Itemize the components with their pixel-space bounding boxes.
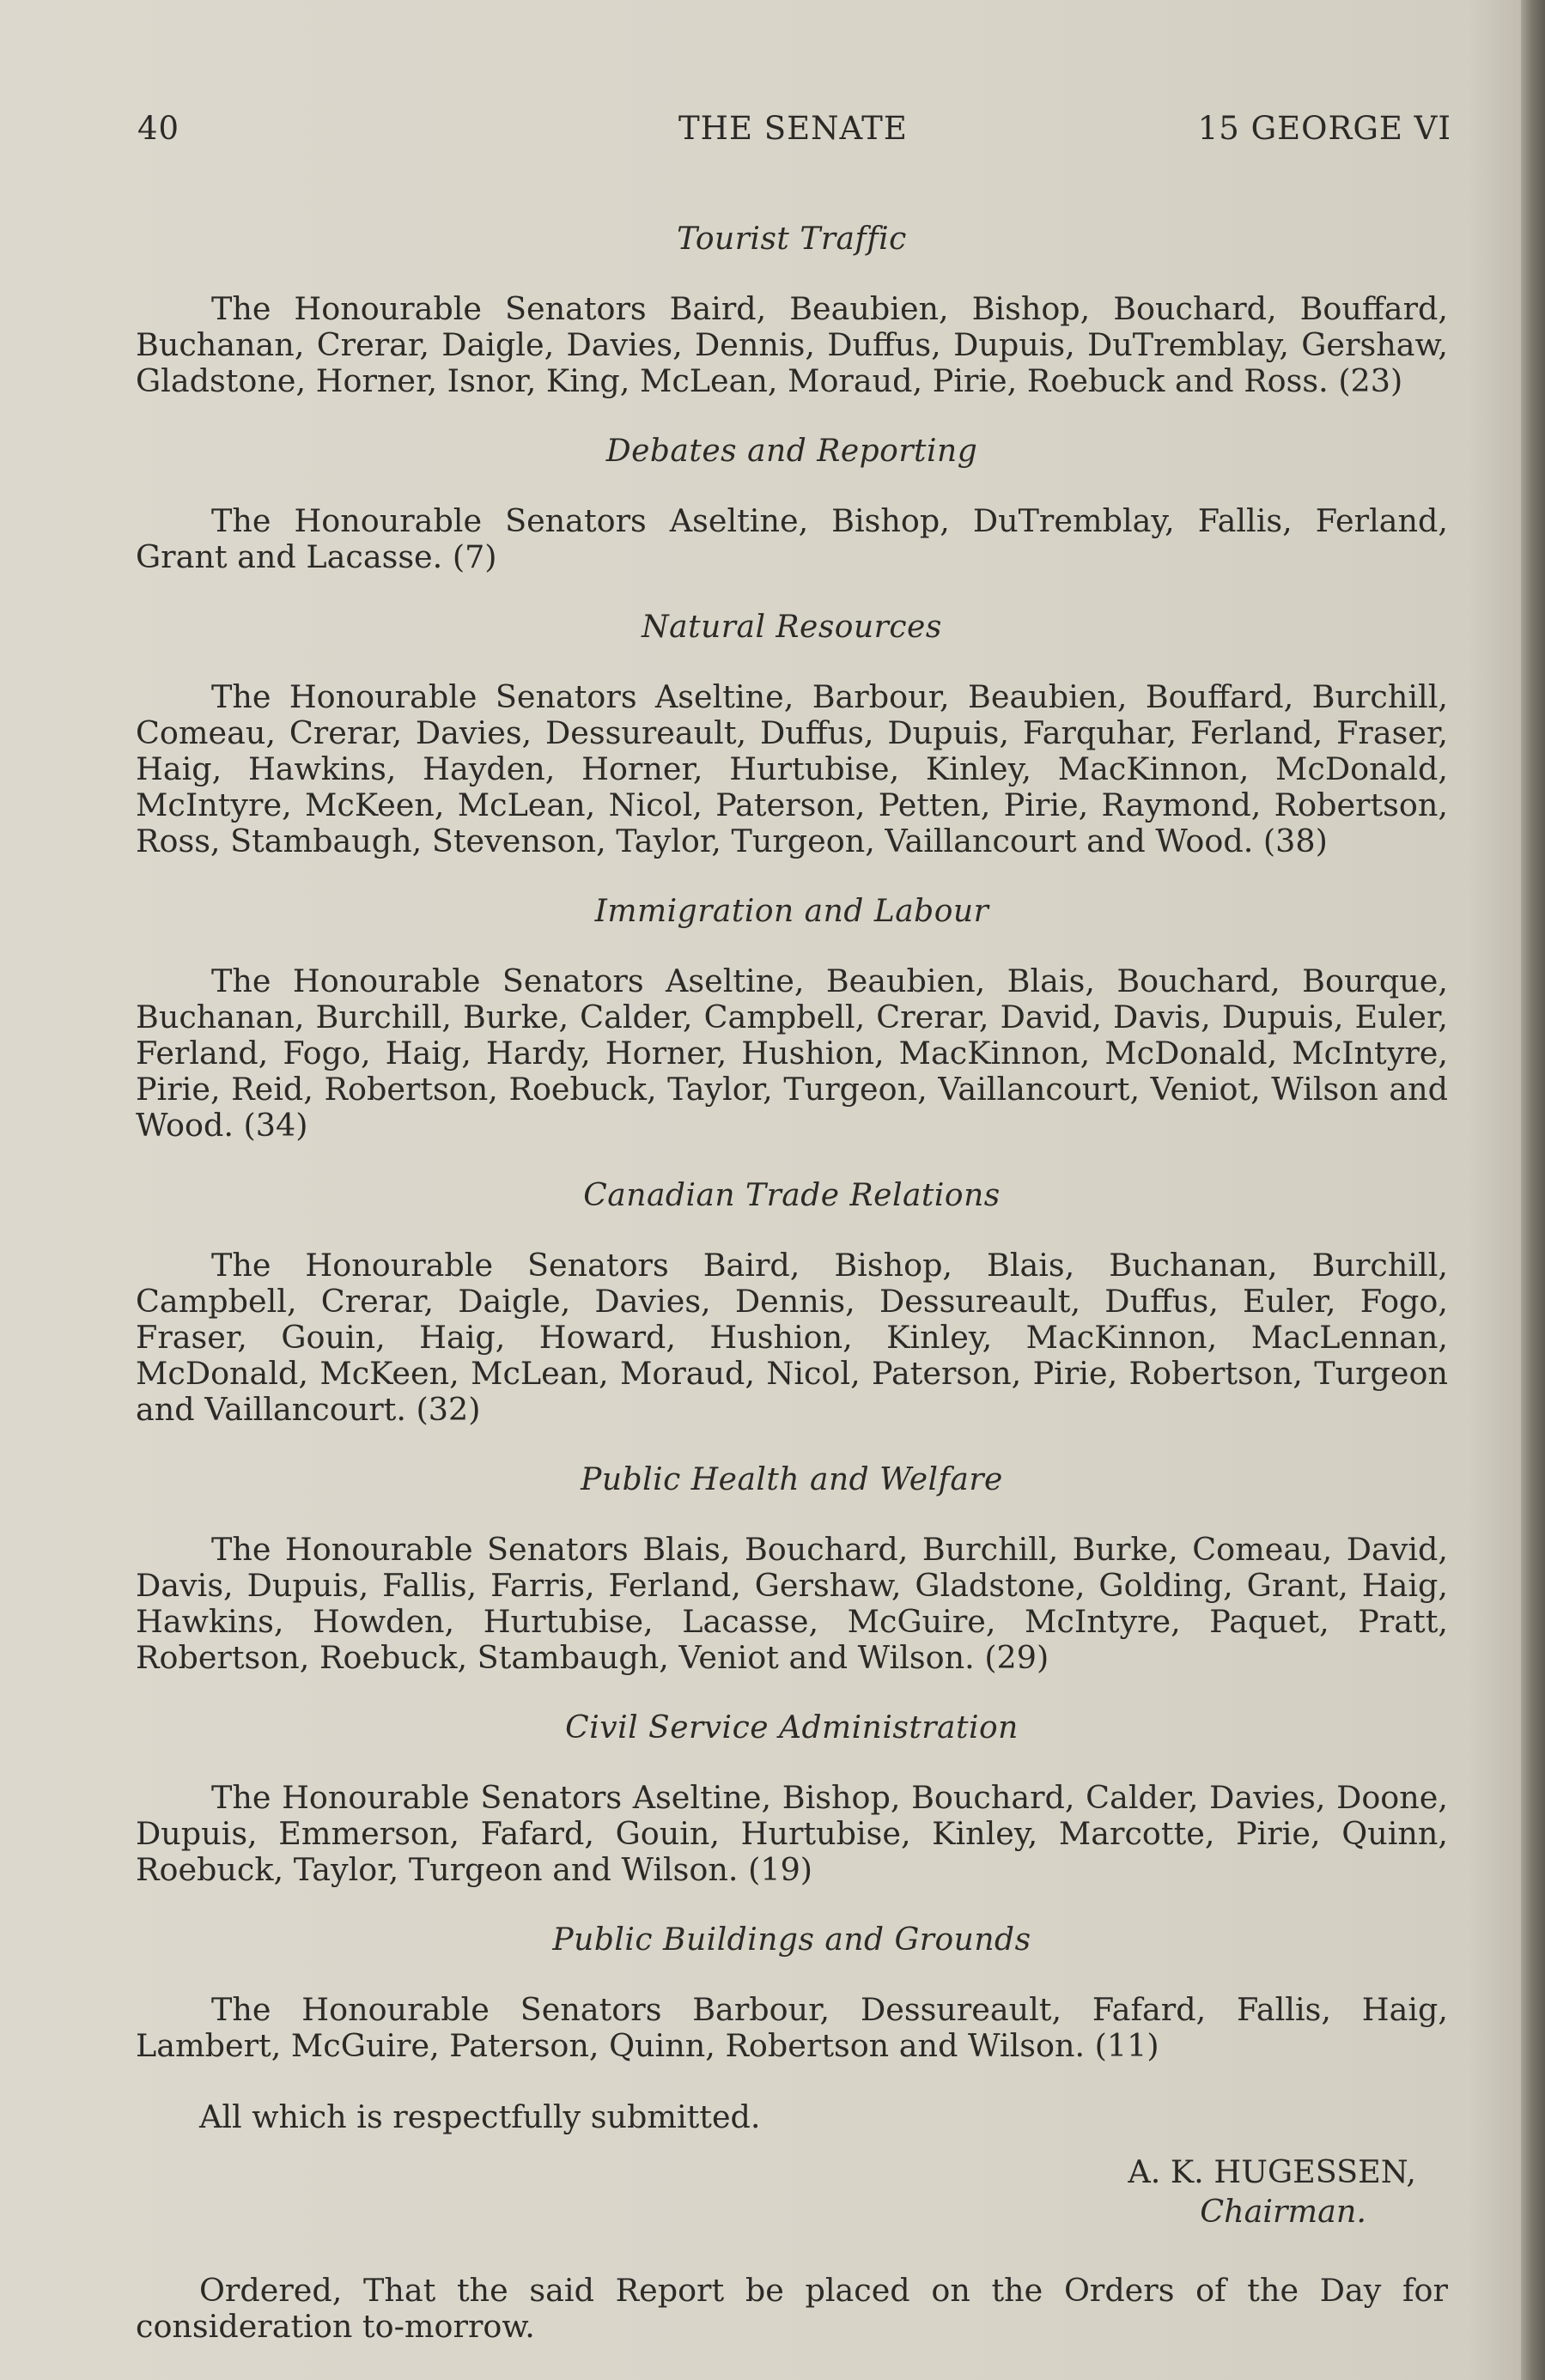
report-body <box>136 222 1448 2377</box>
committee-section <box>136 1178 1448 1428</box>
committee-section <box>136 610 1448 859</box>
committee-members: The Honourable Senators Aseltine, Bishop, DuTremblay, Fallis, Ferland, Grant and Lacasse. (7) <box>136 502 1448 575</box>
committee-section <box>136 434 1448 575</box>
committee-members: The Honourable Senators Aseltine, Barbour, Beaubien, Bouffard, Burchill, Comeau, Crerar, Davies, Dessureault, Duffus, Dupuis, Farquhar, Ferland, Fraser, Haig, Hawkins, Hayden, Horner, Hurtubise, Kinley, MacKinnon, McDonald, McIntyre, McKeen, McLean, Nicol, Paterson, Petten, Pirie, Raymond, Robertson, Ross, Stambaugh, Stevenson, Taylor, Turgeon, Vaillancourt and Wood. (38) <box>136 678 1448 859</box>
committee-title: Debates and Reporting <box>605 434 978 469</box>
committee-members: The Honourable Senators Blais, Bouchard, Burchill, Burke, Comeau, David, Davis, Dupuis, Fallis, Farris, Ferland, Gershaw, Gladstone, Golding, Grant, Haig, Hawkins, Howden, Hurtubise, Lacasse, McGuire, McIntyre, Paquet, Pratt, Robertson, Roebuck, Stambaugh, Veniot and Wilson. (29) <box>136 1531 1448 1676</box>
page-header <box>137 110 1451 161</box>
committee-members: The Honourable Senators Baird, Bishop, Blais, Buchanan, Burchill, Campbell, Crerar, Daigle, Davies, Dennis, Dessureault, Duffus, Euler, Fogo, Fraser, Gouin, Haig, Howard, Hushion, Kinley, MacKinnon, MacLennan, McDonald, McKeen, McLean, Moraud, Nicol, Paterson, Pirie, Robertson, Turgeon and Vaillancourt. (32) <box>136 1247 1448 1428</box>
committee-section <box>136 222 1448 399</box>
running-title: THE SENATE <box>678 110 908 147</box>
committee-title: Natural Resources <box>642 610 942 645</box>
committee-title: Immigration and Labour <box>594 894 989 929</box>
signatory-role: Chairman. <box>1200 2193 1366 2230</box>
committee-members: The Honourable Senators Barbour, Dessureault, Fafard, Fallis, Haig, Lambert, McGuire, Paterson, Quinn, Robertson and Wilson. (11) <box>136 1991 1448 2064</box>
committee-title: Canadian Trade Relations <box>583 1178 1001 1213</box>
committee-members: The Honourable Senators Aseltine, Beaubien, Blais, Bouchard, Bourque, Buchanan, Burchill, Burke, Calder, Campbell, Crerar, David, Davis, Dupuis, Euler, Ferland, Fogo, Haig, Hardy, Horner, Hushion, MacKinnon, McDonald, McIntyre, Pirie, Reid, Robertson, Roebuck, Taylor, Turgeon, Vaillancourt, Veniot, Wilson and Wood. (34) <box>136 962 1448 1144</box>
committee-title: Public Buildings and Grounds <box>552 1922 1031 1958</box>
committee-section <box>136 1462 1448 1676</box>
committee-members: The Honourable Senators Baird, Beaubien, Bishop, Bouchard, Bouffard, Buchanan, Crerar, Daigle, Davies, Dennis, Duffus, Dupuis, DuTremblay, Gershaw, Gladstone, Horner, Isnor, King, McLean, Moraud, Pirie, Roebuck and Ross. (23) <box>136 290 1448 399</box>
committee-section <box>136 894 1448 1144</box>
page-number: 40 <box>137 110 180 147</box>
page-edge-shadow <box>1521 0 1545 2380</box>
order-paragraph: Ordered, That the said Report be placed on the Orders of the Day for consideration to-morrow. <box>136 2272 1448 2345</box>
committee-section <box>136 1922 1448 2064</box>
committee-members: The Honourable Senators Aseltine, Bishop, Bouchard, Calder, Davies, Doone, Dupuis, Emmerson, Fafard, Gouin, Hurtubise, Kinley, Marcotte, Pirie, Quinn, Roebuck, Taylor, Turgeon and Wilson. (19) <box>136 1779 1448 1888</box>
committee-title: Tourist Traffic <box>677 222 907 257</box>
committee-title: Civil Service Administration <box>565 1710 1019 1746</box>
committee-title: Public Health and Welfare <box>581 1462 1003 1497</box>
signatory-name: A. K. HUGESSEN, <box>1128 2153 1416 2190</box>
regnal-year: 15 GEORGE VI <box>1197 110 1451 147</box>
closing-statement: All which is respectfully submitted. <box>199 2098 761 2135</box>
committee-section <box>136 1710 1448 1888</box>
signature-block <box>136 2152 1448 2231</box>
